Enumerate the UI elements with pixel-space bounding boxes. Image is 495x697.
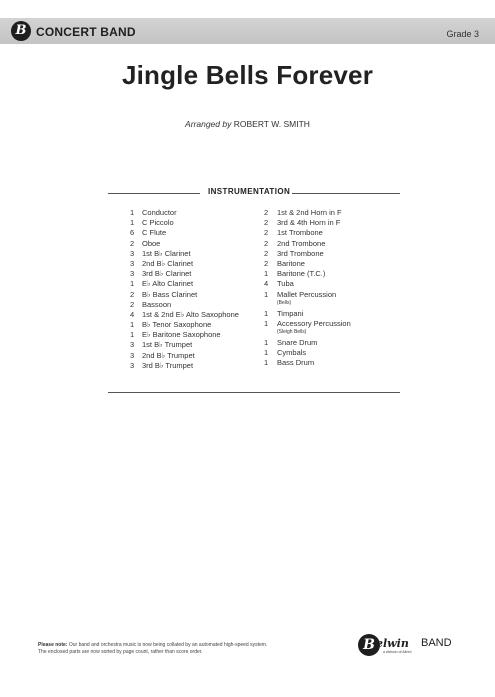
instrument-name: (Bells) bbox=[277, 299, 292, 306]
instrument-name: 1st & 2nd Horn in F bbox=[277, 208, 342, 217]
instrument-count: 1 bbox=[264, 269, 269, 279]
instrument-count: 2 bbox=[264, 258, 269, 268]
concert-band-logo-icon: B bbox=[11, 21, 31, 41]
instrument-count: 4 bbox=[130, 309, 135, 319]
instrument-count: 1 bbox=[264, 338, 269, 348]
instrument-name: Baritone bbox=[277, 258, 305, 268]
arranger-prefix: Arranged by bbox=[185, 119, 232, 129]
instrument-name: 3rd B♭ Trumpet bbox=[142, 360, 194, 370]
instrument-count: 1 bbox=[130, 218, 135, 228]
instrument-name: Snare Drum bbox=[277, 338, 318, 348]
collation-note bbox=[38, 642, 267, 656]
instrument-name: B♭ Bass Clarinet bbox=[142, 289, 198, 299]
belwin-band-logo bbox=[358, 634, 458, 656]
instrument-name: Accessory Percussion bbox=[277, 318, 351, 328]
instrument-count: 2 bbox=[264, 208, 269, 217]
instrument-name: Oboe bbox=[142, 238, 161, 248]
instrument-name: Bass Drum bbox=[277, 358, 315, 368]
instrument-count: 1 bbox=[264, 289, 269, 299]
instrument-name: (Sleigh Bells) bbox=[277, 329, 307, 336]
instrument-count: 3 bbox=[130, 340, 135, 350]
instrument-count: 3 bbox=[130, 248, 135, 258]
note-line-1: Our band and orchestra music is now being collated by an automated high-speed system. bbox=[68, 642, 268, 648]
instrument-count: 1 bbox=[130, 330, 135, 340]
instrument-name: 3rd Trombone bbox=[277, 248, 324, 258]
instrument-count: 1 bbox=[130, 279, 135, 289]
instrument-name: 3rd & 4th Horn in F bbox=[277, 218, 341, 228]
instrument-count: 1 bbox=[264, 348, 269, 358]
instrument-count: 1 bbox=[130, 208, 135, 217]
arranger-credit bbox=[0, 119, 495, 129]
instrument-count: 2 bbox=[264, 218, 269, 228]
instrument-count: 4 bbox=[264, 279, 269, 289]
instrument-name: 1st Trombone bbox=[277, 228, 323, 238]
arranger-name: ROBERT W. SMITH bbox=[233, 119, 310, 129]
instrument-name: E♭ Baritone Saxophone bbox=[142, 330, 221, 340]
instrument-name: Timpani bbox=[277, 308, 304, 318]
series-label: CONCERT BAND bbox=[36, 25, 136, 39]
instrument-count: 3 bbox=[130, 360, 135, 370]
instrument-name: Conductor bbox=[142, 208, 177, 217]
instrument-name: 1st B♭ Trumpet bbox=[142, 340, 193, 350]
heading-rule-left bbox=[108, 193, 200, 194]
grade-label: Grade 3 bbox=[446, 29, 479, 39]
instrument-count: 3 bbox=[130, 350, 135, 360]
publisher-band: BAND bbox=[421, 637, 452, 649]
note-line-2: The enclosed parts are now sorted by page count, rather than score order. bbox=[38, 649, 203, 655]
instrument-name: Baritone (T.C.) bbox=[277, 269, 326, 279]
instrument-name: Mallet Percussion bbox=[277, 289, 337, 299]
piece-title: Jingle Bells Forever bbox=[121, 60, 374, 90]
instrument-name: Tuba bbox=[277, 279, 294, 289]
instrumentation-heading bbox=[108, 187, 400, 199]
instrumentation-label: INSTRUMENTATION bbox=[208, 187, 291, 196]
instrument-name: E♭ Alto Clarinet bbox=[142, 279, 194, 289]
instrument-name: C Piccolo bbox=[142, 218, 174, 228]
instrument-name: C Flute bbox=[142, 228, 167, 238]
instrumentation-bottom-rule bbox=[108, 392, 400, 393]
publisher-subline: a division of Alfred bbox=[383, 650, 412, 654]
instrument-count: 1 bbox=[264, 308, 269, 318]
heading-rule-right bbox=[292, 193, 400, 194]
note-label: Please note: bbox=[38, 642, 68, 648]
instrument-count: 6 bbox=[130, 228, 135, 238]
instrument-name: Cymbals bbox=[277, 348, 307, 358]
instrument-count: 1 bbox=[264, 318, 269, 328]
instrument-count: 3 bbox=[130, 269, 135, 279]
instrument-name: 2nd Trombone bbox=[277, 238, 326, 248]
instrument-name: 2nd B♭ Clarinet bbox=[142, 258, 194, 268]
instrument-count: 3 bbox=[130, 258, 135, 268]
instrument-count: 2 bbox=[264, 228, 269, 238]
instrument-count: 2 bbox=[130, 289, 135, 299]
instrument-count: 1 bbox=[264, 358, 269, 368]
instrument-name: 1st & 2nd E♭ Alto Saxophone bbox=[142, 309, 239, 319]
publisher-word: elwin bbox=[376, 637, 409, 650]
instrument-count: 2 bbox=[130, 299, 135, 309]
instrument-name: 2nd B♭ Trumpet bbox=[142, 350, 195, 360]
instrument-count: 1 bbox=[130, 320, 135, 330]
instrument-count: 2 bbox=[130, 238, 135, 248]
instrument-count: 2 bbox=[264, 248, 269, 258]
instrument-name: B♭ Tenor Saxophone bbox=[142, 320, 212, 330]
instrument-count: 2 bbox=[264, 238, 269, 248]
instrument-name: 3rd B♭ Clarinet bbox=[142, 269, 192, 279]
belwin-logo-icon: B bbox=[358, 634, 380, 656]
instrument-name: 1st B♭ Clarinet bbox=[142, 248, 191, 258]
instrument-name: Bassoon bbox=[142, 299, 172, 309]
